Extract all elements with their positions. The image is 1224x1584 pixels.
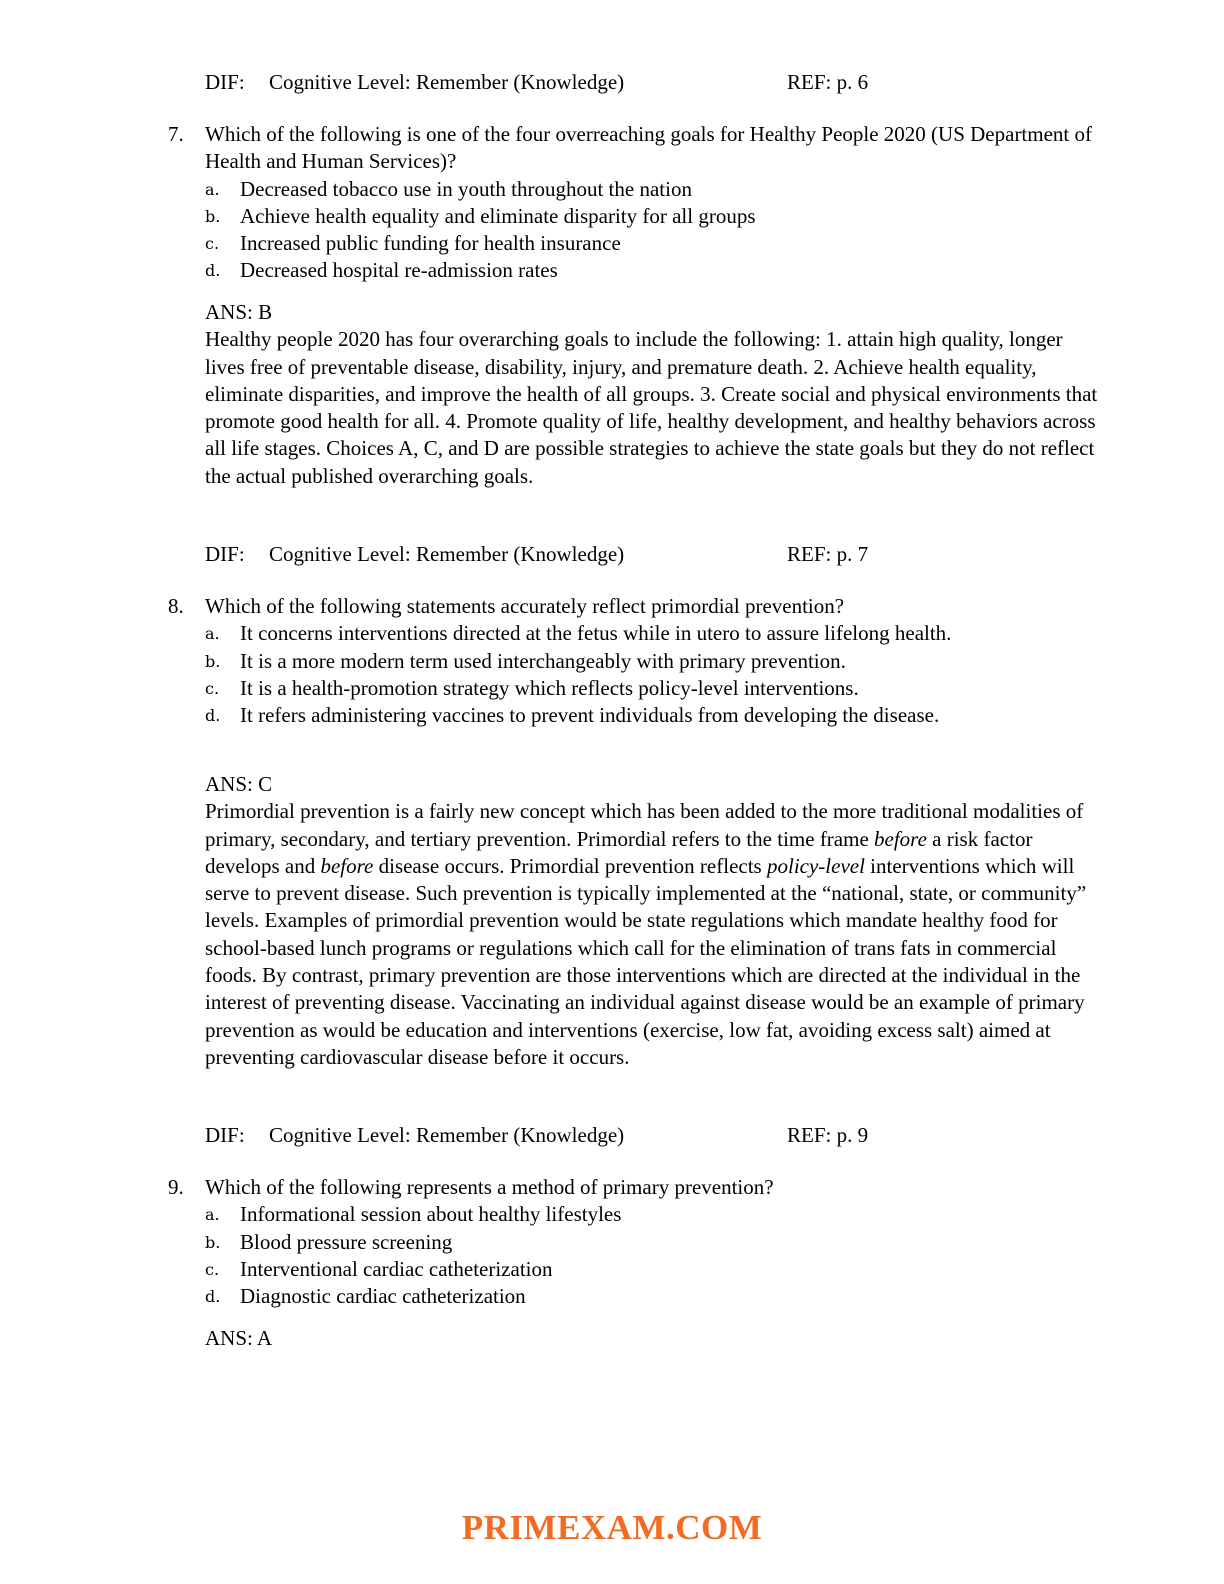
question-text: Which of the following statements accurately reflect primordial prevention? bbox=[205, 594, 845, 618]
choice-letter: b. bbox=[205, 1232, 221, 1252]
choice-letter: d. bbox=[205, 706, 221, 726]
dif-line bbox=[205, 541, 1105, 569]
answer-key: ANS: C bbox=[205, 772, 273, 796]
choice-letter: a. bbox=[205, 624, 220, 644]
rationale-emphasis: before bbox=[874, 826, 927, 851]
page-reference: REF: p. 7 bbox=[787, 542, 869, 566]
choice-text: Decreased tobacco use in youth throughout the nation bbox=[240, 176, 692, 201]
choice-d bbox=[205, 702, 985, 729]
footer-watermark: PRIMEXAM.COM bbox=[461, 1508, 763, 1547]
choice-text: It refers administering vaccines to prevent individuals from developing the disease. bbox=[240, 703, 940, 728]
answer-block-9 bbox=[205, 1325, 1100, 1352]
choice-c bbox=[205, 675, 985, 702]
question-number: 8. bbox=[168, 594, 184, 618]
choice-letter: d. bbox=[205, 261, 221, 281]
choice-letter: b. bbox=[205, 206, 221, 226]
question-text: Which of the following is one of the four overreaching goals for Healthy People 2020 (US Department of Health and Human Services)? bbox=[205, 122, 1093, 174]
choice-letter: c. bbox=[205, 678, 220, 698]
answer-key: ANS: B bbox=[205, 300, 273, 324]
choice-text: Interventional cardiac catheterization bbox=[240, 1256, 553, 1281]
dif-label: DIF: bbox=[205, 70, 245, 94]
dif-line bbox=[205, 1122, 1105, 1150]
choice-text: Informational session about healthy lifestyles bbox=[240, 1202, 622, 1227]
choice-letter: c. bbox=[205, 234, 220, 254]
answer-block-8 bbox=[205, 771, 1100, 1071]
choice-b bbox=[205, 648, 985, 675]
page-reference: REF: p. 9 bbox=[787, 1123, 869, 1147]
cognitive-level: Cognitive Level: Remember (Knowledge) bbox=[269, 1123, 625, 1147]
choice-text: It is a health-promotion strategy which reflects policy-level interventions. bbox=[240, 675, 859, 700]
choice-list bbox=[205, 620, 985, 729]
choice-letter: c. bbox=[205, 1259, 220, 1279]
choice-letter: b. bbox=[205, 651, 221, 671]
choice-a bbox=[205, 620, 985, 647]
choice-c bbox=[205, 230, 1108, 257]
rationale-text: Primordial prevention is a fairly new concept which has been added to the more traditional modalities of primary, secondary, and tertiary prevention. Primordial refers to the time frame bbox=[205, 799, 1084, 851]
question-number: 9. bbox=[168, 1175, 184, 1199]
choice-c bbox=[205, 1256, 1108, 1283]
dif-label: DIF: bbox=[205, 542, 245, 566]
choice-text: Achieve health equality and eliminate disparity for all groups bbox=[240, 203, 756, 228]
answer-rationale: Healthy people 2020 has four overarching goals to include the following: 1. attain high quality, longer lives free of preventable disease, disability, injury, and premature death. 2. Achieve health equality, eliminate disparities, and improve the health of all groups. 3. Create social and physical environments that promote good health for all. 4. Promote quality of life, healthy development, and healthy behaviors across all life stages. Choices A, C, and D are possible strategies to achieve the state goals but they do not reflect the actual published overarching goals. bbox=[205, 327, 1098, 488]
choice-b bbox=[205, 1229, 1108, 1256]
question-number: 7. bbox=[168, 122, 184, 146]
rationale-text: interventions which will serve to prevent disease. Such prevention is typically implemented at the “national, state, or community” levels. Examples of primordial prevention would be state regulations which mandate healthy food for school-based lunch programs or regulations which call for the elimination of trans fats in commercial foods. By contrast, primary prevention are those interventions which are directed at the individual in the interest of preventing disease. Vaccinating an individual against disease would be an example of primary prevention as would be education and interventions (exercise, low fat, avoiding excess salt) aimed at preventing cardiovascular disease before it occurs. bbox=[205, 853, 1087, 1069]
rationale-text: a risk factor develops and bbox=[205, 826, 1033, 878]
choice-list bbox=[205, 1201, 1108, 1310]
choice-b bbox=[205, 203, 1108, 230]
question-text: Which of the following represents a method of primary prevention? bbox=[205, 1175, 774, 1199]
choice-text: Blood pressure screening bbox=[240, 1229, 453, 1254]
choice-d bbox=[205, 257, 1108, 284]
choice-a bbox=[205, 1201, 1108, 1228]
choice-letter: d. bbox=[205, 1287, 221, 1307]
cognitive-level: Cognitive Level: Remember (Knowledge) bbox=[269, 70, 625, 94]
choice-text: Diagnostic cardiac catheterization bbox=[240, 1284, 526, 1309]
choice-text: Increased public funding for health insurance bbox=[240, 231, 621, 256]
choice-text: It concerns interventions directed at the fetus while in utero to assure lifelong health. bbox=[240, 621, 952, 646]
question-9 bbox=[168, 1174, 1108, 1310]
rationale-text: disease occurs. Primordial prevention reflects bbox=[373, 853, 767, 878]
choice-d bbox=[205, 1283, 1108, 1310]
answer-block-7 bbox=[205, 299, 1100, 490]
question-8 bbox=[168, 593, 1108, 729]
choice-a bbox=[205, 176, 1108, 203]
answer-key: ANS: A bbox=[205, 1326, 273, 1350]
choice-letter: a. bbox=[205, 179, 220, 199]
choice-text: It is a more modern term used interchangeably with primary prevention. bbox=[240, 648, 846, 673]
cognitive-level: Cognitive Level: Remember (Knowledge) bbox=[269, 542, 625, 566]
page-reference: REF: p. 6 bbox=[787, 70, 869, 94]
dif-label: DIF: bbox=[205, 1123, 245, 1147]
question-7 bbox=[168, 121, 1108, 285]
choice-text: Decreased hospital re-admission rates bbox=[240, 258, 558, 283]
choice-letter: a. bbox=[205, 1205, 220, 1225]
rationale-emphasis: before bbox=[320, 853, 374, 878]
choice-list bbox=[205, 176, 1108, 285]
dif-line bbox=[205, 69, 1105, 97]
answer-rationale bbox=[205, 798, 1100, 1071]
rationale-emphasis: policy-level bbox=[766, 853, 865, 878]
